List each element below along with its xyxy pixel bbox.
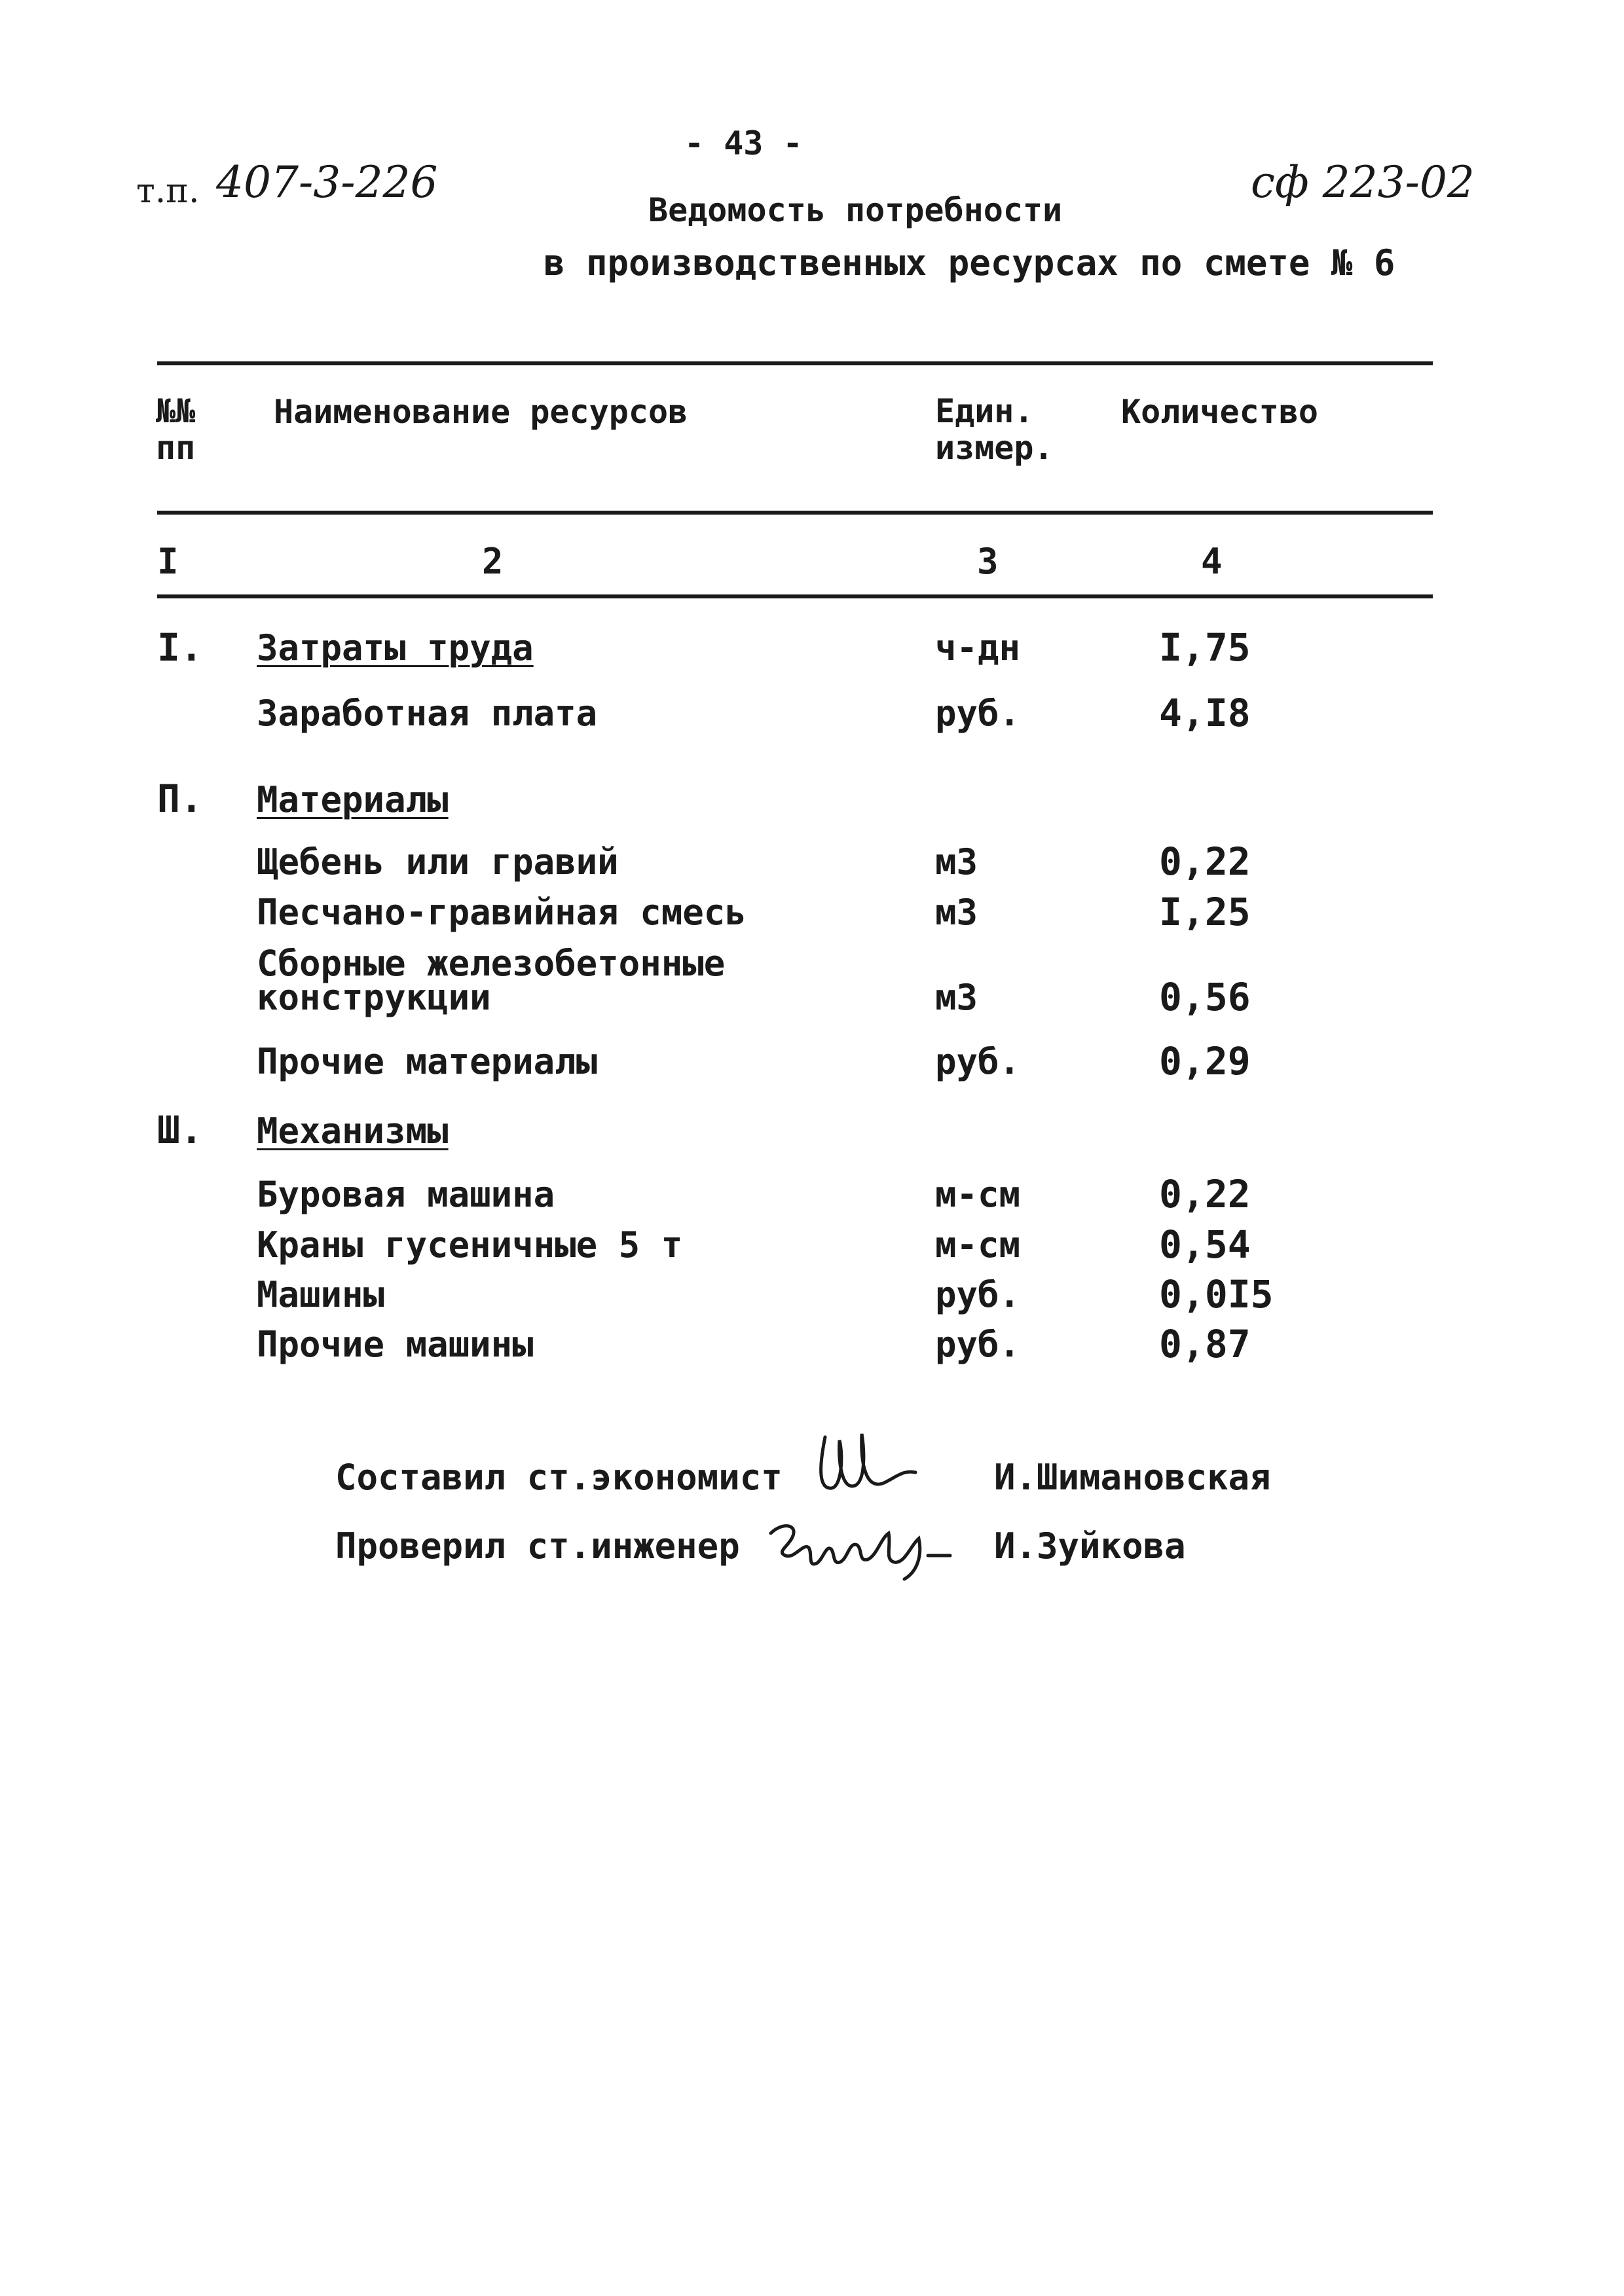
compiled-by-signature bbox=[805, 1417, 923, 1509]
row-quantity: 0,54 bbox=[1159, 1222, 1251, 1267]
row-name: Краны гусеничные 5 т bbox=[257, 1224, 683, 1266]
section-number: I. bbox=[157, 625, 203, 670]
row-name: Машины bbox=[257, 1274, 385, 1315]
row-name: Песчано-гравийная смесь bbox=[257, 892, 747, 933]
row-unit: руб. bbox=[935, 1324, 1021, 1365]
row-quantity: 0,56 bbox=[1159, 975, 1251, 1019]
checked-by-signature bbox=[763, 1499, 953, 1591]
col-number-4: 4 bbox=[1201, 541, 1223, 582]
row-unit: м-см bbox=[935, 1174, 1021, 1215]
row-quantity: 4,I8 bbox=[1159, 691, 1251, 735]
row-unit: м3 bbox=[935, 892, 978, 933]
section-quantity: I,75 bbox=[1159, 625, 1251, 670]
row-name: Щебень или гравий bbox=[257, 841, 619, 883]
section-title: Затраты труда bbox=[257, 627, 534, 668]
project-prefix: т.п. bbox=[136, 172, 200, 211]
row-quantity: 0,29 bbox=[1159, 1039, 1251, 1084]
row-name-line1: Сборные железобетонные bbox=[257, 943, 726, 984]
col-header-number-line1: №№ bbox=[156, 392, 196, 430]
col-number-1: I bbox=[157, 541, 179, 582]
row-name: Заработная плата bbox=[257, 693, 598, 734]
col-number-3: 3 bbox=[977, 541, 999, 582]
table-top-rule bbox=[157, 361, 1433, 365]
row-quantity: 0,22 bbox=[1159, 839, 1251, 884]
row-quantity: 0,22 bbox=[1159, 1172, 1251, 1216]
row-unit: м3 bbox=[935, 841, 978, 883]
section-number: П. bbox=[157, 776, 203, 821]
section-title: Материалы bbox=[257, 779, 449, 820]
checked-by-name: И.Зуйкова bbox=[994, 1525, 1186, 1567]
document-title-line2: в производственных ресурсах по смете № 6 bbox=[544, 242, 1395, 283]
row-name: Буровая машина bbox=[257, 1174, 555, 1215]
col-number-2: 2 bbox=[482, 541, 504, 582]
document-title-line1: Ведомость потребности bbox=[648, 191, 1063, 229]
row-unit: м3 bbox=[935, 977, 978, 1018]
col-header-name: Наименование ресурсов bbox=[274, 393, 688, 431]
row-quantity: 0,0I5 bbox=[1159, 1272, 1274, 1317]
document-code: сф 223-02 bbox=[1251, 157, 1475, 208]
compiled-by-name: И.Шимановская bbox=[994, 1457, 1271, 1498]
row-quantity: 0,87 bbox=[1159, 1322, 1251, 1366]
row-name: Прочие машины bbox=[257, 1324, 534, 1365]
row-unit: руб. bbox=[935, 693, 1021, 734]
row-quantity: I,25 bbox=[1159, 890, 1251, 934]
col-header-unit-line2: измер. bbox=[935, 429, 1054, 467]
header-bottom-rule bbox=[157, 511, 1433, 515]
compiled-by-role: Составил ст.экономист bbox=[335, 1457, 783, 1498]
page-number: - 43 - bbox=[684, 124, 803, 162]
section-number: Ш. bbox=[157, 1108, 203, 1152]
row-unit: м-см bbox=[935, 1224, 1021, 1266]
project-number: 407-3-226 bbox=[216, 157, 438, 208]
col-header-number bbox=[156, 393, 195, 466]
section-unit: ч-дн bbox=[935, 627, 1021, 668]
col-header-unit-line1: Един. bbox=[935, 392, 1034, 430]
col-header-number-line2: пп bbox=[156, 429, 196, 467]
col-header-unit bbox=[935, 393, 1054, 466]
row-unit: руб. bbox=[935, 1041, 1021, 1082]
col-header-quantity: Количество bbox=[1121, 393, 1319, 431]
row-name-line2: конструкции bbox=[257, 977, 491, 1018]
checked-by-role: Проверил ст.инженер bbox=[335, 1525, 740, 1567]
row-unit: руб. bbox=[935, 1274, 1021, 1315]
row-name: Прочие материалы bbox=[257, 1041, 598, 1082]
numbers-bottom-rule bbox=[157, 594, 1433, 598]
section-title: Механизмы bbox=[257, 1110, 449, 1152]
